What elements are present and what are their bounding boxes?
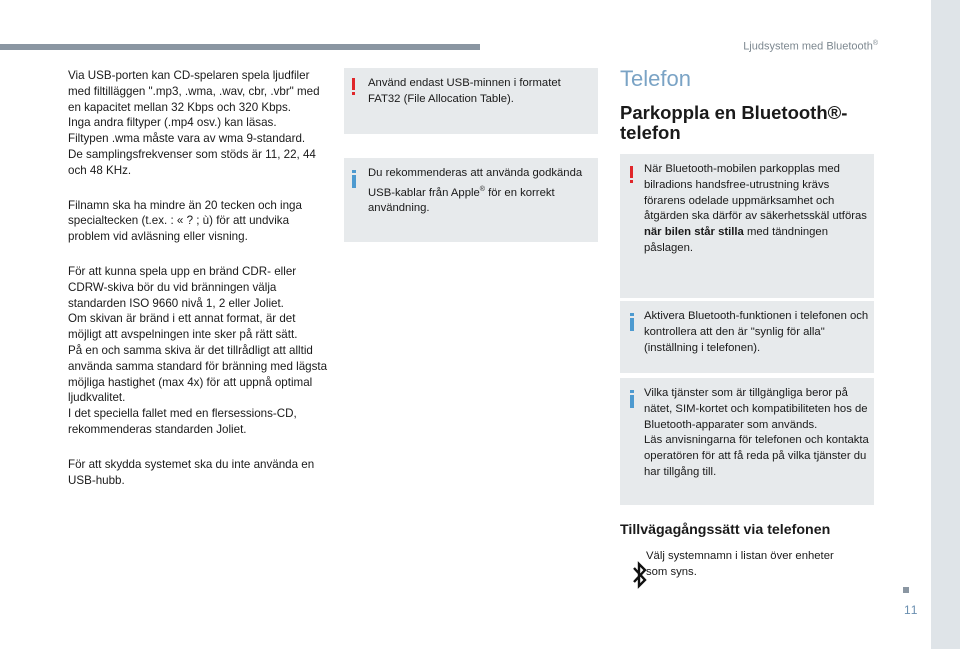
info-text: Vilka tjänster som är tillgängliga beror på nätet, SIM-kortet och kompatibiliteten hos de Bluetooth-apparater som används. Läs anvisningarna för telefonen och kontakta operatören för att få reda på vilka tjänster du har tillgång till.	[644, 387, 869, 478]
info-text: Du rekommenderas att använda godkända USB-kablar från Apple® för en korrekt användning.	[368, 167, 583, 215]
header-rule	[0, 44, 480, 50]
procedure-step-text: Välj systemnamn i listan över enheter som syns.	[646, 550, 834, 578]
procedure-title: Tillvägagångssätt via telefonen	[620, 522, 831, 538]
paragraph: Filnamn ska ha mindre än 20 tecken och inga specialtecken (t.ex. : « ? ; ù) för att undvika problem vid avläsning eller visning.	[68, 198, 302, 244]
paragraph: De samplingsfrekvenser som stöds är 11, 22, 44 och 48 KHz.	[68, 147, 316, 177]
paragraph: Inga andra filtyper (.mp4 osv.) kan läsas.	[68, 116, 277, 130]
usb-cable-info-box	[344, 158, 598, 242]
paragraph: På en och samma skiva är det tillrådligt att alltid använda samma standard för bränning med lägsta möjliga hastighet (max 4x) för att uppnå optimal ljudkvalitet.	[68, 343, 328, 405]
warning-icon	[630, 166, 636, 182]
info-icon	[630, 313, 636, 331]
warning-text: Använd endast USB-minnen i formatet FAT32 (File Allocation Table).	[368, 77, 561, 105]
paragraph: Filtypen .wma måste vara av wma 9-standard.	[68, 132, 306, 146]
page-edge-tab	[931, 0, 960, 649]
usb-cd-text-column	[68, 68, 330, 507]
paragraph: Via USB-porten kan CD-spelaren spela ljudfiler med filtilläggen ".mp3, .wma, .wav, cbr, .vbr" med en kapacitet mellan 32 Kbps och 320 Kbps.	[68, 69, 320, 114]
info-text: Aktivera Bluetooth-funktionen i telefonen och kontrollera att den är "synlig för alla" (inställning i telefonen).	[644, 310, 869, 354]
section-title: Telefon	[620, 66, 691, 91]
services-info-box	[620, 378, 874, 505]
paragraph: För att skydda systemet ska du inte använda en USB-hubb.	[68, 457, 315, 487]
running-header: Ljudsystem med Bluetooth®	[743, 40, 878, 53]
bluetooth-activation-info-box	[620, 301, 874, 373]
pairing-safety-warning-box	[620, 154, 874, 298]
page-number: 11	[904, 603, 919, 617]
warning-text: När Bluetooth-mobilen parkopplas med bilradions handsfree-utrustning krävs förarens odelade uppmärksamhet och åtgärden ska därför av säkerhetsskäl utföras när bilen står stilla med tändningen påslagen.	[644, 163, 867, 254]
warning-icon	[352, 78, 358, 94]
paragraph: I det speciella fallet med en flersessions-CD, rekommenderas standarden Joliet.	[68, 407, 297, 436]
info-icon	[352, 170, 358, 188]
info-icon	[630, 390, 636, 408]
usb-format-warning-box	[344, 68, 598, 134]
paragraph: Om skivan är bränd i ett annat format, är det möjligt att avspelningen inte sker på rätt sätt.	[68, 312, 298, 342]
paragraph: För att kunna spela upp en bränd CDR- eller CDRW-skiva bör du vid bränningen välja standarden ISO 9660 nivå 1, 2 eller Joliet.	[68, 264, 297, 310]
subsection-title: Parkoppla en Bluetooth®-telefon	[620, 102, 848, 143]
page-marker	[903, 587, 909, 593]
